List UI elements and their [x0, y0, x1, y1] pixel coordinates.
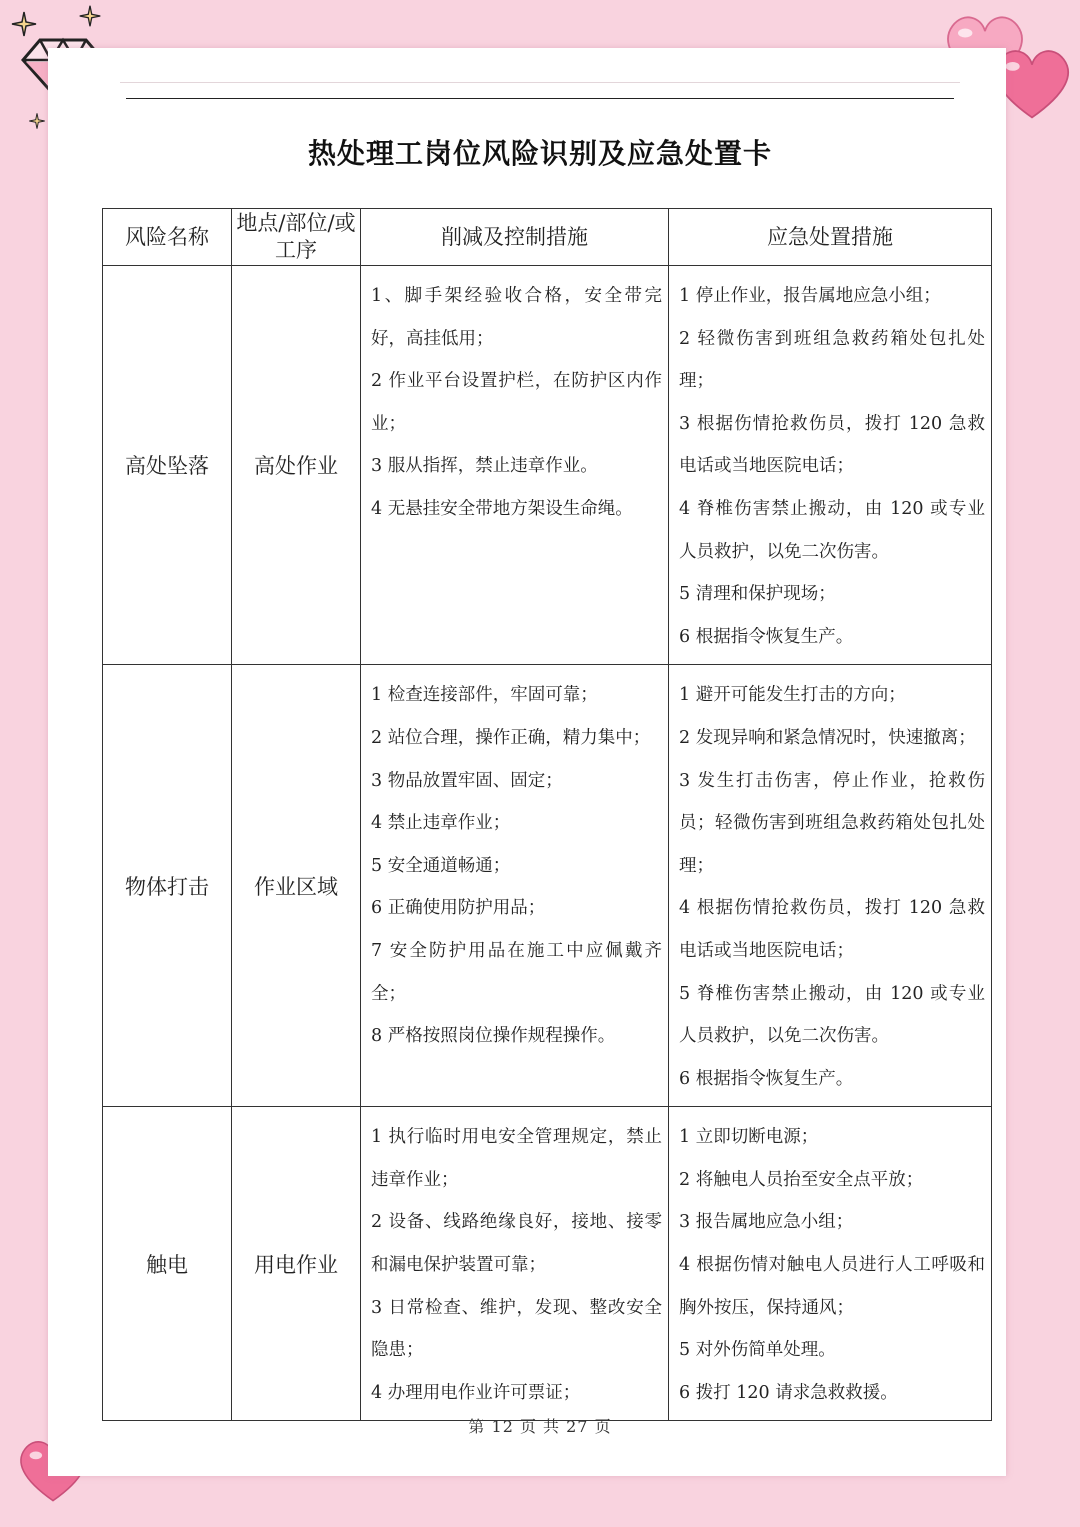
header-faint-rule: [120, 82, 960, 83]
document-title: 热处理工岗位风险识别及应急处置卡: [307, 137, 772, 170]
emergency-item: 1 停止作业，报告属地应急小组；: [679, 286, 941, 306]
emergency-measures: [669, 665, 992, 1107]
emergency-item: 4 根据伤情抢救伤员，拨打 120 急救电话或当地医院电话；: [679, 898, 985, 961]
control-item: 3 物品放置牢固、固定；: [371, 770, 563, 791]
emergency-item: 2 发现异响和紧急情况时，快速撤离；: [679, 727, 976, 748]
emergency-item: 3 发生打击伤害，停止作业，抢救伤员；轻微伤害到班组急救药箱处包扎处理；: [679, 770, 985, 876]
control-item: 2 作业平台设置护栏，在防护区内作业；: [371, 371, 662, 434]
control-item: 1 执行临时用电安全管理规定，禁止违章作业；: [371, 1127, 662, 1190]
control-item: 6 正确使用防护用品；: [371, 898, 546, 919]
emergency-item: 2 轻微伤害到班组急救药箱处包扎处理；: [679, 328, 985, 392]
risk-location: 高处作业: [232, 266, 361, 665]
control-measures: [361, 665, 669, 1107]
emergency-item: 5 脊椎伤害禁止搬动，由 120 或专业人员救护，以免二次伤害。: [679, 983, 985, 1047]
emergency-item: 3 报告属地应急小组；: [679, 1212, 854, 1233]
control-item: 4 禁止违章作业；: [371, 813, 511, 834]
control-item: 4 无悬挂安全带地方架设生命绳。: [371, 498, 633, 519]
emergency-item: 5 清理和保护现场；: [679, 584, 836, 605]
emergency-item: 6 根据指令恢复生产。: [679, 626, 854, 647]
column-header-emergency: 应急处置措施: [669, 209, 992, 266]
risk-name: 触电: [103, 1107, 232, 1421]
column-header-controls: 削减及控制措施: [361, 209, 669, 266]
table-row: [103, 266, 992, 665]
emergency-item: 4 脊椎伤害禁止搬动，由 120 或专业人员救护，以免二次伤害。: [679, 498, 985, 562]
emergency-measures: [669, 266, 992, 665]
control-item: 2 站位合理，操作正确，精力集中；: [371, 727, 651, 748]
sparkle-icon: [10, 10, 38, 38]
risk-name: 物体打击: [103, 665, 232, 1107]
column-header-location: 地点/部位/或工序: [232, 209, 361, 266]
control-item: 4 办理用电作业许可票证；: [371, 1382, 581, 1403]
control-item: 1 检查连接部件，牢固可靠；: [371, 685, 598, 706]
emergency-item: 1 立即切断电源；: [679, 1127, 819, 1148]
header-rule: [126, 98, 954, 99]
control-item: 1、脚手架经验收合格，安全带完好，高挂低用；: [371, 286, 662, 349]
emergency-item: 6 拨打 120 请求急救救援。: [679, 1382, 898, 1403]
control-measures: [361, 1107, 669, 1421]
table-header-row: [103, 209, 992, 266]
sparkle-icon: [78, 4, 102, 28]
risk-card-table: [102, 208, 992, 1421]
emergency-measures: [669, 1107, 992, 1421]
control-item: 3 日常检查、维护，发现、整改安全隐患；: [371, 1297, 662, 1361]
emergency-item: 5 对外伤简单处理。: [679, 1340, 836, 1361]
sparkle-icon: [28, 112, 46, 130]
emergency-item: 6 根据指令恢复生产。: [679, 1068, 854, 1089]
page-number: 第 12 页 共 27 页: [468, 1417, 612, 1436]
table-row: [103, 665, 992, 1107]
risk-location: 作业区域: [232, 665, 361, 1107]
emergency-item: 1 避开可能发生打击的方向；: [679, 685, 906, 706]
emergency-item: 3 根据伤情抢救伤员，拨打 120 急救电话或当地医院电话；: [679, 413, 985, 477]
control-measures: [361, 266, 669, 665]
emergency-item: 2 将触电人员抬至安全点平放；: [679, 1169, 924, 1190]
risk-name: 高处坠落: [103, 266, 232, 665]
control-item: 7 安全防护用品在施工中应佩戴齐全；: [371, 940, 662, 1004]
emergency-item: 4 根据伤情对触电人员进行人工呼吸和胸外按压，保持通风；: [679, 1255, 985, 1318]
control-item: 8 严格按照岗位操作规程操作。: [371, 1026, 616, 1047]
control-item: 3 服从指挥，禁止违章作业。: [371, 456, 598, 477]
control-item: 2 设备、线路绝缘良好，接地、接零和漏电保护装置可靠；: [371, 1212, 662, 1276]
risk-location: 用电作业: [232, 1107, 361, 1421]
column-header-risk: 风险名称: [103, 209, 232, 266]
table-row: [103, 1107, 992, 1421]
control-item: 5 安全通道畅通；: [371, 855, 511, 876]
